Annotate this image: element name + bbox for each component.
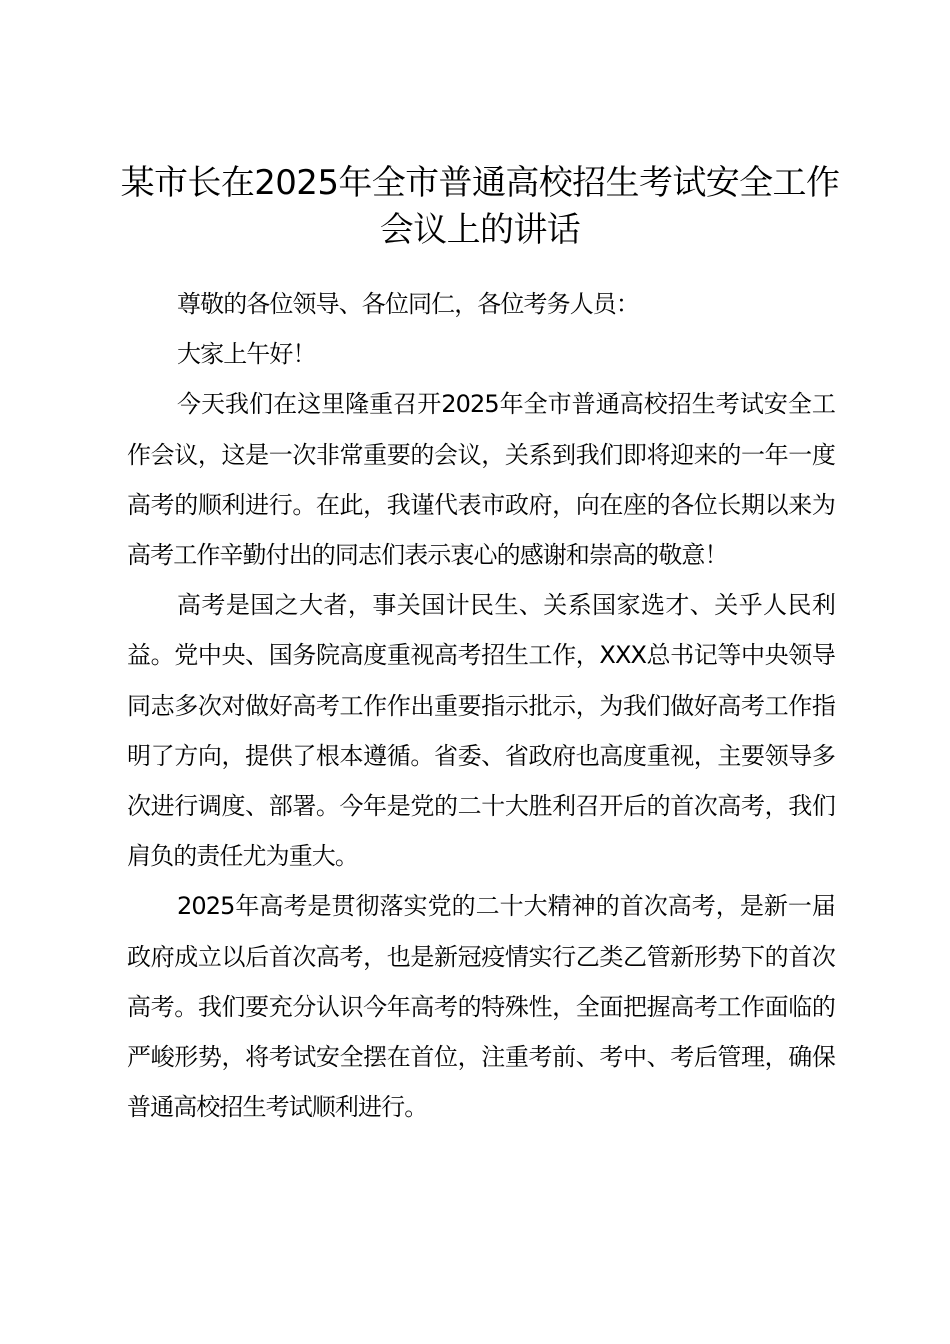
salutation-paragraph: 尊敬的各位领导、各位同仁，各位考务人员： [177, 290, 639, 318]
greeting-paragraph: 大家上午好！ [177, 340, 316, 369]
document-body [127, 279, 835, 1132]
body-paragraph-2: 高考是国之大者，事关国计民生、关系国家选才、关乎人民利益。党中央、国务院高度重视高考招生工作，XXX总书记等中央领导同志多次对做好高考工作作出重要指示批示，为我们做好高考工作指明了方向，提供了根本遵循。省委、省政府也高度重视，主要领导多次进行调度、部署。今年是党的二十大胜利召开后的首次高考，我们肩负的责任尤为重大。 [127, 591, 835, 871]
body-paragraph-3: 2025年高考是贯彻落实党的二十大精神的首次高考，是新一届政府成立以后首次高考，也是新冠疫情实行乙类乙管新形势下的首次高考。我们要充分认识今年高考的特殊性，全面把握高考工作面临的严峻形势，将考试安全摆在首位，注重考前、考中、考后管理，确保普通高校招生考试顺利进行。 [127, 892, 835, 1122]
body-paragraph-1: 今天我们在这里隆重召开2025年全市普通高校招生考试安全工作会议，这是一次非常重要的会议，关系到我们即将迎来的一年一度高考的顺利进行。在此，我谨代表市政府，向在座的各位长期以来为高考工作辛勤付出的同志们表示衷心的感谢和崇高的敬意！ [127, 390, 835, 570]
document-title: 某市长在2025年全市普通高校招生考试安全工作会议上的讲话 [120, 163, 840, 250]
